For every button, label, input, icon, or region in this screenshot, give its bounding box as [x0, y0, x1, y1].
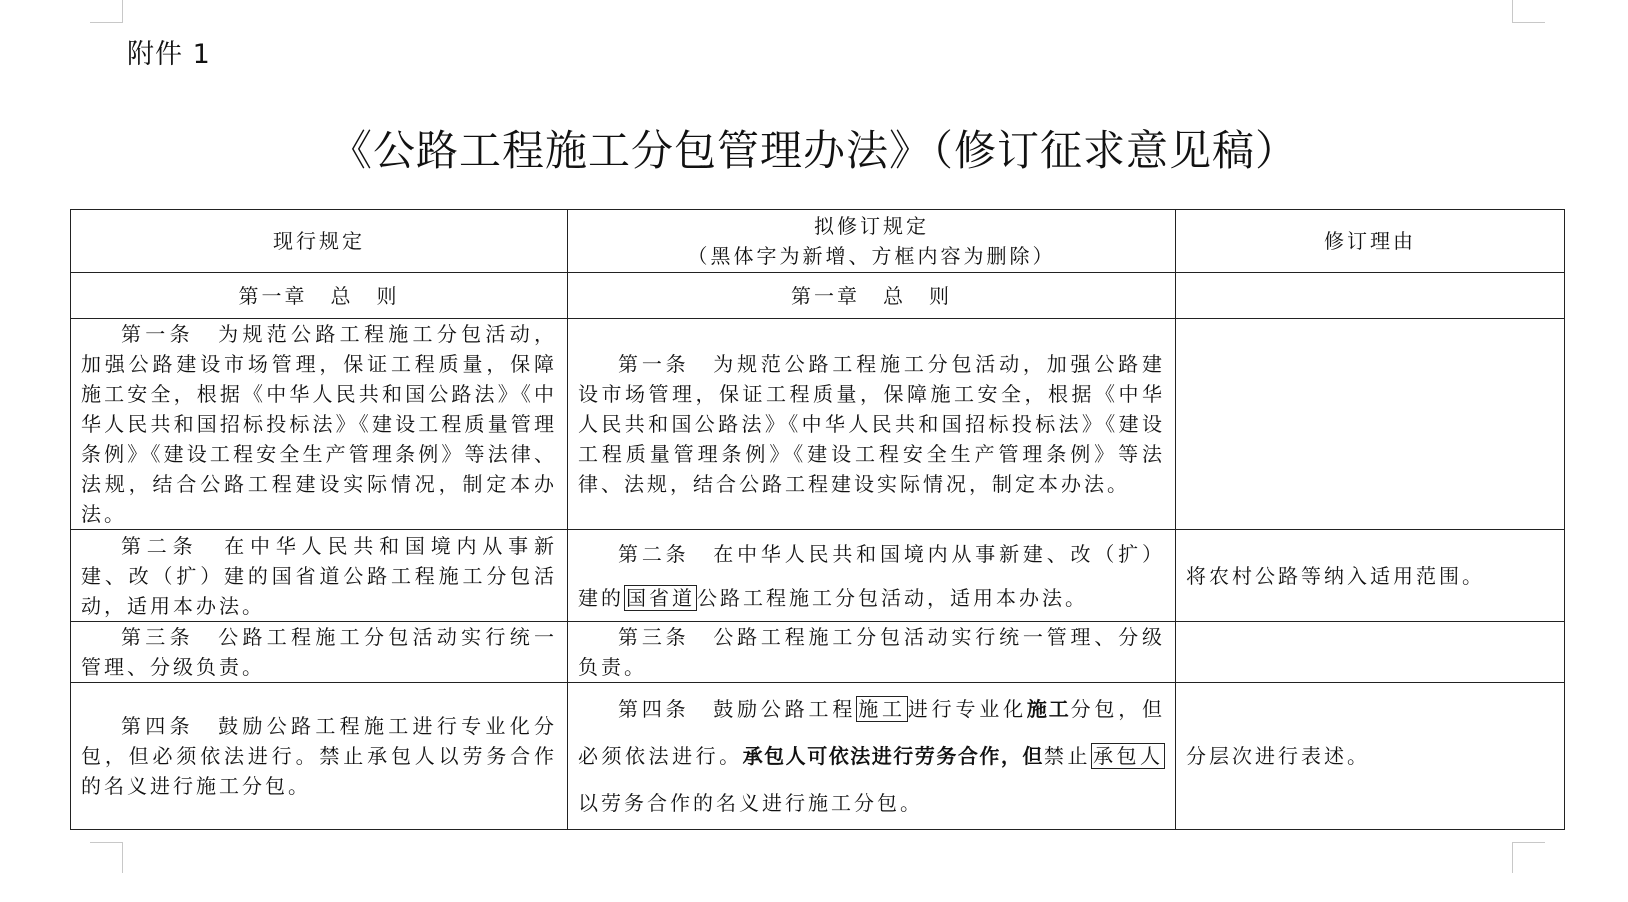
header-proposed-note: （黑体字为新增、方框内容为删除） — [687, 244, 1056, 268]
added-text: 施工 — [1026, 696, 1071, 721]
article-3-reason — [1176, 622, 1565, 683]
article-1-proposed: 第一条 为规范公路工程施工分包活动，加强公路建设市场管理，保证工程质量，保障施工安全，根据《中华人民共和国公路法》《中华人民共和国招标投标法》《建设工程质量管理条例》《建设工程安全生产管理条例》等法律、法规，结合公路工程建设实际情况，制定本办法。 — [578, 352, 1165, 496]
deleted-text-box: 承包人 — [1092, 743, 1164, 768]
table-row-article-3 — [71, 622, 1565, 683]
article-4-proposed: 第四条 鼓励公路工程 施工 进行专业化施工分包，但必须依法进行。承包人可依法进行劳务合作，但禁止 承包人以劳务合作的名义进行施工分包。 — [578, 696, 1166, 815]
chapter-current: 第一章 总 则 — [71, 273, 568, 319]
crop-mark-bottom-left — [90, 842, 123, 873]
article-1-current: 第一条 为规范公路工程施工分包活动，加强公路建设市场管理，保证工程质量，保障施工安全，根据《中华人民共和国公路法》《中华人民共和国招标投标法》《建设工程质量管理条例》《建设工程安全生产管理条例》等法律、法规，结合公路工程建设实际情况，制定本办法。 — [81, 322, 557, 526]
table-row-article-1 — [71, 319, 1565, 530]
attachment-label: 附件 1 — [127, 39, 211, 70]
header-proposed-title: 拟修订规定 — [814, 214, 929, 238]
header-reason: 修订理由 — [1176, 210, 1565, 273]
crop-mark-bottom-right — [1512, 842, 1545, 873]
chapter-reason — [1176, 273, 1565, 319]
article-2-reason: 将农村公路等纳入适用范围。 — [1176, 530, 1565, 622]
article-2-current: 第二条 在中华人民共和国境内从事新建、改（扩）建的国省道公路工程施工分包活动，适用本办法。 — [81, 533, 557, 618]
chapter-row — [71, 273, 1565, 319]
crop-mark-top-right — [1512, 0, 1545, 23]
header-current: 现行规定 — [71, 210, 568, 273]
crop-mark-top-left — [90, 0, 123, 23]
added-text: 承包人可依法进行劳务合作，但 — [742, 743, 1044, 768]
table-header-row — [71, 210, 1565, 273]
article-4-reason: 分层次进行表述。 — [1176, 683, 1565, 830]
deleted-text-box: 施工 — [858, 696, 906, 721]
article-4-current: 第四条 鼓励公路工程施工进行专业化分包，但必须依法进行。禁止承包人以劳务合作的名义进行施工分包。 — [81, 714, 557, 798]
header-proposed — [568, 210, 1176, 273]
table-row-article-2 — [71, 530, 1565, 622]
article-3-current: 第三条 公路工程施工分包活动实行统一管理、分级负责。 — [81, 625, 557, 679]
article-2-proposed: 第二条 在中华人民共和国境内从事新建、改（扩）建的 国省道 公路工程施工分包活动，适用本办法。 — [578, 541, 1165, 610]
document-title: 《公路工程施工分包管理办法》（修订征求意见稿） — [329, 126, 1298, 175]
deleted-text-box: 国省道 — [626, 585, 695, 610]
chapter-proposed: 第一章 总 则 — [568, 273, 1176, 319]
table-row-article-4 — [71, 683, 1565, 830]
revision-comparison-table — [70, 209, 1565, 830]
article-1-reason — [1176, 319, 1565, 530]
article-3-proposed: 第三条 公路工程施工分包活动实行统一管理、分级负责。 — [578, 625, 1165, 679]
